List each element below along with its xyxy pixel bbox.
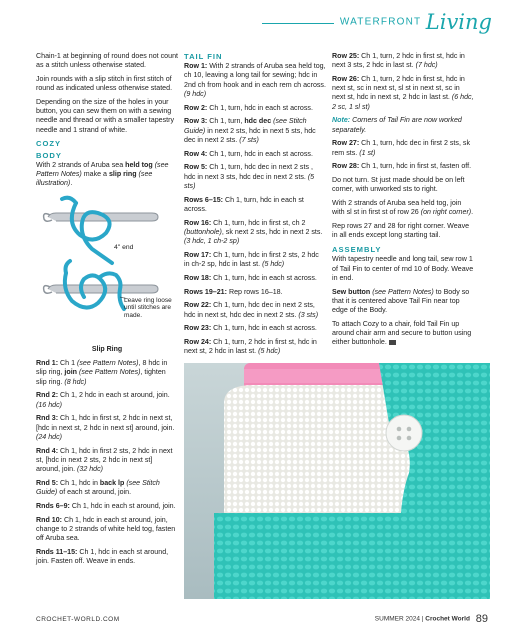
- column-3: [332, 52, 474, 352]
- note-paragraph: Join rounds with a slip stitch in first stitch of round as indicated unless otherwise stated.: [36, 75, 173, 93]
- assembly-heading: ASSEMBLY: [332, 245, 382, 255]
- slip-ring-diagram: [36, 193, 178, 341]
- row-instruction: Row 17: Ch 1, turn, hdc in first 2 sts, 2 hdc in ch-2 sp, hdc in last st. (5 hdc): [184, 250, 319, 269]
- row-instruction: Row 27: Ch 1, turn, hdc dec in first 2 sts, sk rem sts. (1 st): [332, 139, 470, 157]
- row-instruction: Row 3: Ch 1, turn, hdc dec (see Stitch Guide) in next 2 sts, hdc in next 5 sts, hdc dec in next 2 sts. (7 sts): [184, 117, 316, 144]
- cozy-heading: COZY: [36, 139, 62, 149]
- row-instruction: Row 28: Ch 1, turn, hdc in first st, fasten off.: [332, 162, 472, 171]
- row-instruction: Row 25: Ch 1, turn, 2 hdc in first st, hdc in next 3 sts, 2 hdc in last st. (7 hdc): [332, 52, 465, 70]
- row-instruction: Row 4: Ch 1, turn, hdc in each st across.: [184, 149, 313, 158]
- instruction-paragraph: Do not turn. St just made should be on left corner, with unworked sts to right.: [332, 176, 465, 194]
- round-instruction: Rnd 2: Ch 1, 2 hdc in each st around, join. (16 hdc): [36, 391, 170, 409]
- illustration-caption: Slip Ring: [91, 346, 123, 354]
- cozy-photo: [184, 363, 490, 599]
- row-instruction: Row 24: Ch 1, turn, 2 hdc in first st, hdc in next st, 2 hdc in last st. (5 hdc): [184, 338, 317, 356]
- header-section-label: WATERFRONT: [339, 16, 422, 28]
- ring-label: Leave ring loose until stitches are made.: [124, 297, 172, 319]
- note: Note: Corners of Tail Fin are now worked separately.: [332, 116, 462, 134]
- row-instruction: Row 18: Ch 1, turn, hdc in each st across.: [184, 273, 317, 282]
- instruction-paragraph: Sew button (see Pattern Notes) to Body so that it is centered above Tail Fin near top edge of the Body.: [332, 287, 470, 315]
- end-label: 4" end: [114, 244, 134, 252]
- row-instruction: Row 5: Ch 1, turn, hdc dec in next 2 sts , hdc in next 3 sts, hdc dec in next 2 sts. (5 sts): [184, 163, 315, 190]
- round-instruction: Rnds 6–9: Ch 1, hdc in each st around, join.: [36, 501, 176, 510]
- body-instructions: With 2 strands of Aruba sea held tog (see Pattern Notes) make a slip ring (see illustration).: [36, 160, 169, 188]
- instruction-paragraph: With tapestry needle and long tail, sew row 1 of Tail Fin to center of rnd 10 of Body. Weave in end.: [332, 255, 474, 282]
- tail-fin-heading: TAIL FIN: [184, 52, 223, 61]
- body-heading: BODY: [36, 150, 62, 160]
- round-instruction: Rnds 11–15: Ch 1, hdc in each st around, join. Fasten off. Weave in ends.: [36, 547, 169, 566]
- round-instruction: Rnd 4: Ch 1, hdc in first 2 sts, 2 hdc in next st, [hdc in next 2 sts, 2 hdc in next st] around, join. (32 hdc): [36, 446, 173, 474]
- instruction-paragraph: To attach Cozy to a chair, fold Tail Fin up around chair arm and secure to button using either buttonhole.: [332, 319, 472, 347]
- instruction-paragraph: Rep rows 27 and 28 for right corner. Weave in all ends except long starting tail.: [332, 222, 470, 240]
- hook-top: [44, 198, 158, 263]
- header-section-title: Living: [425, 10, 492, 34]
- note-paragraph: Chain-1 at beginning of round does not count as a stitch unless otherwise stated.: [36, 52, 178, 70]
- row-instruction: Row 16: Ch 1, turn, hdc in first st, ch 2 (buttonhole), sk next 2 sts, hdc in next 2 sts. (3 hdc, 1 ch-2 sp): [184, 218, 323, 246]
- section-header: [262, 8, 492, 38]
- column-2: [184, 52, 326, 361]
- row-instruction: Row 22: Ch 1, turn, hdc dec in next 2 sts, hdc in next st, hdc dec in next 2 sts. (3 sts): [184, 301, 319, 319]
- row-instruction: Rows 6–15: Ch 1, turn, hdc in each st across.: [184, 195, 304, 213]
- row-instruction: Row 26: Ch 1, turn, 2 hdc in first st, hdc in next st, sc in next st, sl st in next st, sc in next st, hdc in next st, 2 hdc in last st. (6 hdc, 2 sc, 1 sl st): [332, 75, 474, 111]
- row-instruction: Row 1: With 2 strands of Aruba sea held tog, ch 10, leaving a long tail for sewing; hdc in 2nd ch from hook and in each rem ch across. (9 hdc): [184, 62, 326, 98]
- row-instruction: Rows 19–21: Rep rows 16–18.: [184, 287, 283, 296]
- round-instruction: Rnd 3: Ch 1, hdc in first st, 2 hdc in next st, [hdc in next st, 2 hdc in next st] around, join. (24 hdc): [36, 414, 175, 441]
- column-1: [36, 52, 178, 571]
- header-text: [334, 10, 492, 34]
- end-mark-icon: [389, 340, 396, 345]
- instruction-paragraph: With 2 strands of Aruba sea held tog, join with sl st in first st of row 26 (on right corner).: [332, 199, 474, 217]
- slip-ring-illustration: [36, 193, 178, 341]
- round-instruction: Rnd 5: Ch 1, hdc in back lp (see Stitch Guide) of each st around, join.: [36, 478, 160, 497]
- page-number: 89: [475, 613, 488, 625]
- note-paragraph: Depending on the size of the holes in your button, you can sew them on with a sewing needle and thread or with a smaller tapestry needle and 1 strand of white.: [36, 98, 175, 134]
- round-instruction: Rnd 1: Ch 1 (see Pattern Notes), 8 hdc in slip ring, join (see Pattern Notes), tighten slip ring. (8 hdc): [36, 359, 168, 386]
- row-instruction: Row 2: Ch 1, turn, hdc in each st across.: [184, 103, 313, 112]
- round-instruction: Rnd 10: Ch 1, hdc in each st around, join, change to 2 strands of white held tog, fasten off Aruba sea.: [36, 515, 176, 543]
- footer-issue: SUMMER 2024 | Crochet World 89: [374, 613, 488, 625]
- footer-site: CROCHET-WORLD.COM: [36, 616, 120, 623]
- row-instruction: Row 23: Ch 1, turn, hdc in each st across.: [184, 324, 317, 333]
